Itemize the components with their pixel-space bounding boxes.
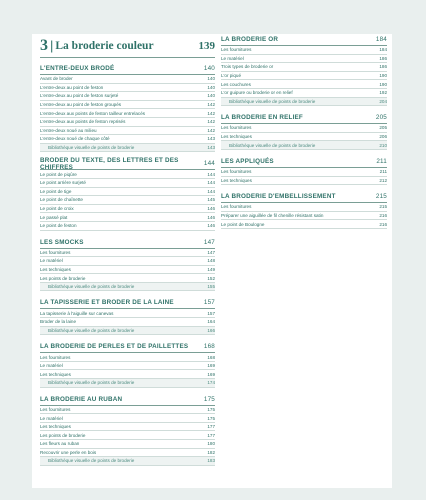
entry-page: 146 — [207, 223, 215, 229]
right-sections — [221, 34, 387, 229]
section-page: 147 — [203, 238, 215, 246]
section-title: BRODER DU TEXTE, DES LETTRES ET DES CHIFFRES — [40, 156, 179, 171]
toc-entry[interactable] — [40, 431, 215, 440]
toc-entry[interactable] — [40, 75, 215, 84]
entry-title: Les fournitures — [221, 125, 252, 131]
toc-entry[interactable] — [40, 423, 215, 432]
toc-page — [32, 34, 392, 488]
toc-section — [221, 156, 387, 185]
section-page: 144 — [203, 160, 215, 168]
entry-page: 216 — [379, 213, 387, 219]
toc-entry[interactable] — [221, 220, 387, 229]
entry-title: L'entre-deux au point de feston — [40, 84, 104, 90]
entry-page: 144 — [207, 171, 215, 177]
chapter-number: 3 — [40, 36, 48, 54]
entry-page: 146 — [207, 214, 215, 220]
entry-title: Les fournitures — [40, 249, 71, 255]
toc-section — [40, 63, 215, 152]
entry-page: 169 — [207, 363, 215, 369]
toc-entry[interactable] — [221, 46, 387, 55]
entry-page: 210 — [379, 142, 387, 148]
toc-entry[interactable] — [221, 89, 387, 98]
entry-page: 149 — [207, 266, 215, 272]
entry-page: 190 — [379, 73, 387, 79]
entry-title: Préparer une aiguillée de fil chenille résistant satin — [221, 213, 324, 219]
entry-page: 155 — [207, 284, 215, 290]
entry-page: 186 — [379, 64, 387, 70]
toc-entry[interactable] — [40, 205, 215, 214]
entry-page: 177 — [207, 424, 215, 430]
entry-page: 148 — [207, 258, 215, 264]
entry-title: Les couchures — [221, 81, 251, 87]
entry-title: Le point de tige — [40, 188, 72, 194]
entry-page: 192 — [379, 90, 387, 96]
entry-page: 157 — [207, 310, 215, 316]
entry-title: Le point de feston — [40, 223, 77, 229]
toc-left-column — [40, 34, 215, 472]
entry-title: Les fournitures — [40, 354, 71, 360]
section-heading[interactable] — [221, 112, 387, 124]
entry-page: 145 — [207, 197, 215, 203]
section-heading[interactable] — [40, 158, 215, 170]
toc-entry[interactable] — [40, 449, 215, 458]
toc-entry[interactable] — [40, 318, 215, 327]
section-heading[interactable] — [40, 341, 215, 353]
entry-title: Avant de broder — [40, 76, 73, 82]
toc-entry[interactable] — [221, 141, 387, 150]
toc-entry[interactable] — [221, 63, 387, 72]
toc-entry[interactable] — [221, 168, 387, 177]
entry-page: 211 — [379, 169, 387, 175]
section-page: 175 — [203, 395, 215, 403]
section-title: LA BRODERIE D'EMBELLISSEMENT — [221, 193, 336, 201]
entry-page: 212 — [379, 177, 387, 183]
toc-entry[interactable] — [40, 135, 215, 144]
entry-page: 144 — [207, 180, 215, 186]
toc-entry[interactable] — [40, 309, 215, 318]
section-title: L'ENTRE-DEUX BRODÉ — [40, 65, 115, 72]
entry-page: 184 — [379, 47, 387, 53]
entry-title: Le passé plat — [40, 214, 68, 220]
entry-page: 205 — [379, 125, 387, 131]
entry-page: 146 — [207, 206, 215, 212]
section-heading[interactable] — [40, 297, 215, 309]
entry-title: Le point de croix — [40, 206, 74, 212]
toc-section — [40, 297, 215, 335]
section-page: 184 — [375, 36, 387, 43]
entry-page: 190 — [379, 81, 387, 87]
toc-entry[interactable] — [40, 414, 215, 423]
chapter-header: 3 | La broderie couleur 139 — [40, 34, 215, 58]
toc-entry[interactable] — [40, 274, 215, 283]
entry-title: Trois types de broderie or — [221, 64, 274, 70]
entry-page: 142 — [207, 119, 215, 125]
toc-entry[interactable] — [40, 249, 215, 258]
toc-entry[interactable] — [40, 170, 215, 179]
entry-page: 143 — [207, 136, 215, 142]
entry-page: 169 — [207, 371, 215, 377]
entry-title: Bibliothèque visuelle de points de broderie — [48, 380, 135, 386]
entry-page: 204 — [379, 98, 387, 104]
toc-section — [40, 237, 215, 292]
entry-title: L'entre-deux aux points de feston reprisés — [40, 119, 126, 125]
section-heading[interactable] — [221, 191, 387, 203]
entry-page: 182 — [207, 449, 215, 455]
entry-title: Les points de broderie — [40, 275, 86, 281]
toc-entry[interactable] — [40, 101, 215, 110]
section-title: LES APPLIQUÉS — [221, 157, 274, 165]
entry-page: 152 — [207, 275, 215, 281]
toc-entry[interactable] — [40, 213, 215, 222]
entry-title: Bibliothèque visuelle de points de broderie — [48, 458, 135, 464]
toc-entry[interactable] — [40, 266, 215, 275]
toc-section — [221, 112, 387, 150]
entry-page: 175 — [207, 415, 215, 421]
entry-title: La tapisserie à l'aiguille sur canevas — [40, 310, 114, 316]
entry-page: 140 — [207, 84, 215, 90]
entry-page: 142 — [207, 127, 215, 133]
entry-page: 216 — [379, 221, 387, 227]
entry-title: Les fournitures — [221, 204, 252, 210]
section-heading[interactable] — [221, 156, 387, 168]
entry-title: Les techniques — [40, 266, 71, 272]
entry-page: 144 — [207, 188, 215, 194]
section-title: LA BRODERIE OR — [221, 36, 279, 43]
toc-entry[interactable] — [40, 196, 215, 205]
entry-title: Les fournitures — [221, 47, 252, 53]
entry-title: Le point arrière surjeté — [40, 180, 86, 186]
entry-title: Les fleurs au ruban — [40, 441, 80, 447]
toc-entry[interactable] — [40, 188, 215, 197]
entry-title: Bibliothèque visuelle de points de broderie — [48, 145, 135, 151]
entry-title: L'or guipure ou broderie or en relief — [221, 90, 293, 96]
section-page: 168 — [203, 343, 215, 351]
toc-entry[interactable] — [40, 457, 215, 466]
section-page: 215 — [375, 193, 387, 201]
entry-title: Les fournitures — [40, 406, 71, 412]
entry-title: Bibliothèque visuelle de points de broderie — [229, 142, 316, 148]
entry-title: Bibliothèque visuelle de points de broderie — [48, 327, 135, 333]
toc-entry[interactable] — [40, 127, 215, 136]
section-title: LA BRODERIE EN RELIEF — [221, 114, 303, 122]
left-sections — [40, 63, 215, 466]
entry-page: 166 — [207, 327, 215, 333]
entry-title: L'entre-deux aux points de feston tailleur entrelacés — [40, 110, 146, 116]
entry-title: L'entre-deux noué au milieu — [40, 127, 97, 133]
entry-title: Les techniques — [221, 134, 252, 140]
toc-entry[interactable] — [40, 118, 215, 127]
entry-title: Le point de Boulogne — [221, 221, 265, 227]
entry-title: Le matériel — [40, 258, 63, 264]
entry-page: 206 — [379, 134, 387, 140]
toc-entry[interactable] — [221, 133, 387, 142]
section-page: 157 — [203, 299, 215, 307]
section-title: LA TAPISSERIE ET BRODER DE LA LAINE — [40, 299, 174, 307]
entry-page: 215 — [379, 204, 387, 210]
toc-entry[interactable] — [40, 327, 215, 336]
toc-entry[interactable] — [221, 203, 387, 212]
entry-title: Le matériel — [40, 363, 63, 369]
chapter-title: La broderie couleur — [55, 39, 154, 52]
entry-page: 142 — [207, 110, 215, 116]
entry-title: Le matériel — [221, 55, 244, 61]
toc-entry[interactable] — [221, 72, 387, 81]
entry-page: 180 — [207, 441, 215, 447]
toc-entry[interactable] — [40, 440, 215, 449]
entry-page: 140 — [207, 93, 215, 99]
toc-entry[interactable] — [40, 179, 215, 188]
section-heading[interactable] — [40, 394, 215, 406]
entry-title: Les techniques — [40, 371, 71, 377]
toc-section — [40, 341, 215, 387]
section-title: LES SMOCKS — [40, 238, 84, 246]
section-heading[interactable] — [40, 63, 215, 75]
section-title: LA BRODERIE AU RUBAN — [40, 395, 123, 403]
entry-title: Le point de chaînette — [40, 197, 83, 203]
entry-page: 183 — [207, 458, 215, 464]
section-heading[interactable] — [40, 237, 215, 249]
toc-entry[interactable] — [40, 370, 215, 379]
section-page: 211 — [376, 157, 387, 165]
toc-entry[interactable] — [40, 109, 215, 118]
entry-title: Recouvrir une perle en bois — [40, 449, 97, 455]
entry-title: Le point de piqûre — [40, 171, 77, 177]
entry-page: 175 — [207, 406, 215, 412]
chapter-page: 139 — [198, 39, 215, 52]
toc-entry[interactable] — [40, 353, 215, 362]
toc-entry[interactable] — [221, 80, 387, 89]
entry-page: 164 — [207, 319, 215, 325]
toc-entry[interactable] — [221, 177, 387, 186]
entry-title: Les fournitures — [221, 169, 252, 175]
toc-entry[interactable] — [40, 222, 215, 231]
entry-title: L'entre-deux noué de chaque côté — [40, 136, 110, 142]
toc-entry[interactable] — [40, 362, 215, 371]
entry-title: Bibliothèque visuelle de points de broderie — [48, 284, 135, 290]
toc-entry[interactable] — [40, 283, 215, 292]
entry-page: 174 — [207, 380, 215, 386]
entry-title: L'entre-deux au point de feston surjeté — [40, 93, 119, 99]
toc-section — [40, 158, 215, 230]
toc-entry[interactable] — [40, 257, 215, 266]
entry-title: Les points de broderie — [40, 432, 86, 438]
toc-section — [221, 34, 387, 106]
toc-entry[interactable] — [40, 379, 215, 388]
toc-section — [221, 191, 387, 229]
entry-page: 143 — [207, 145, 215, 151]
toc-right-column — [221, 34, 387, 235]
entry-page: 142 — [207, 102, 215, 108]
entry-title: Les techniques — [40, 424, 71, 430]
entry-page: 168 — [207, 354, 215, 360]
entry-page: 147 — [207, 249, 215, 255]
toc-entry[interactable] — [40, 406, 215, 415]
section-title: LA BRODERIE DE PERLES ET DE PAILLETTES — [40, 343, 189, 351]
toc-entry[interactable] — [40, 84, 215, 93]
toc-entry[interactable] — [221, 55, 387, 64]
entry-title: Le matériel — [40, 415, 63, 421]
toc-entry[interactable] — [221, 212, 387, 221]
toc-entry[interactable] — [221, 98, 387, 107]
toc-section — [40, 394, 215, 466]
entry-title: Les techniques — [221, 177, 252, 183]
toc-entry[interactable] — [40, 92, 215, 101]
section-heading[interactable] — [221, 34, 387, 46]
section-page: 140 — [203, 65, 215, 72]
toc-entry[interactable] — [221, 124, 387, 133]
entry-page: 186 — [379, 55, 387, 61]
section-page: 205 — [375, 114, 387, 122]
entry-title: L'entre-deux au point de feston groupés — [40, 102, 122, 108]
entry-title: Broder de la laine — [40, 319, 77, 325]
entry-title: L'or piqué — [221, 73, 242, 79]
entry-page: 177 — [207, 432, 215, 438]
toc-entry[interactable] — [40, 144, 215, 153]
entry-title: Bibliothèque visuelle de points de broderie — [229, 98, 316, 104]
entry-page: 140 — [207, 76, 215, 82]
